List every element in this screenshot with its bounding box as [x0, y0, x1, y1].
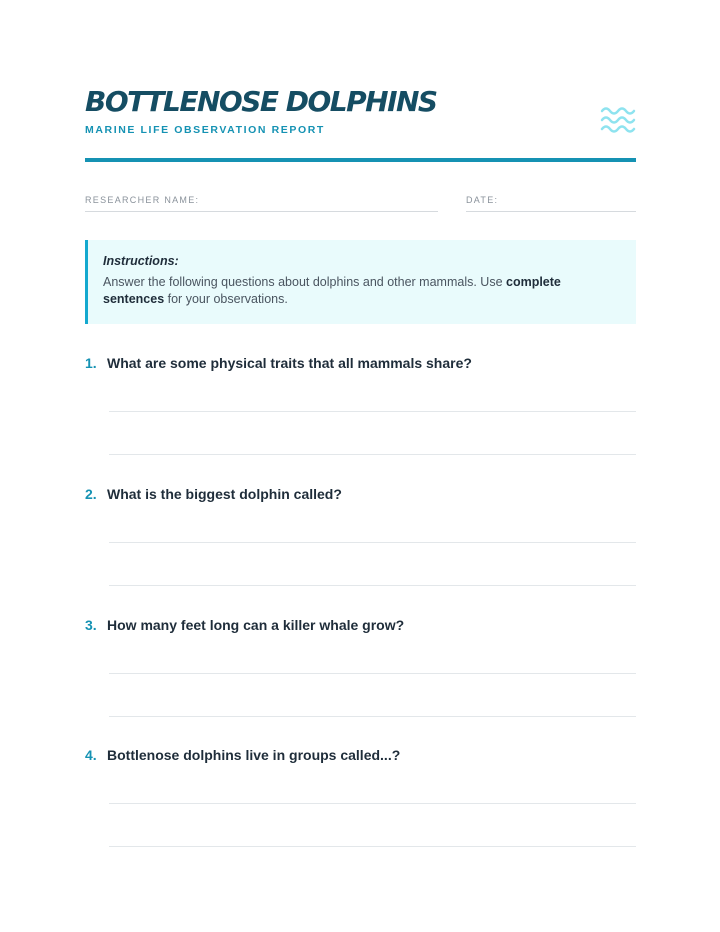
question-text: Bottlenose dolphins live in groups called...?	[107, 747, 401, 763]
date-label: DATE:	[466, 195, 499, 205]
question-number: 4.	[85, 747, 97, 763]
instructions-text-part: Answer the following questions about dolphins and other mammals. Use	[103, 275, 506, 289]
researcher-name-field[interactable]	[85, 211, 438, 212]
answer-line[interactable]	[109, 673, 636, 674]
answer-line[interactable]	[109, 411, 636, 412]
question-number: 3.	[85, 617, 97, 633]
page-subtitle: MARINE LIFE OBSERVATION REPORT	[85, 124, 325, 136]
answer-line[interactable]	[109, 803, 636, 804]
answer-line[interactable]	[109, 716, 636, 717]
instructions-emphasis: complete sentences	[103, 275, 561, 306]
answer-line[interactable]	[109, 846, 636, 847]
header-divider	[85, 158, 636, 162]
question-number: 2.	[85, 486, 97, 502]
header	[85, 84, 636, 134]
date-field[interactable]	[466, 211, 636, 212]
instructions-title: Instructions:	[103, 254, 179, 268]
instructions-box	[85, 240, 636, 324]
page-title: BOTTLENOSE DOLPHINS	[85, 85, 437, 118]
question-text: What is the biggest dolphin called?	[107, 486, 342, 502]
question-number: 1.	[85, 355, 97, 371]
researcher-name-label: RESEARCHER NAME:	[85, 195, 200, 205]
answer-line[interactable]	[109, 454, 636, 455]
answer-line[interactable]	[109, 542, 636, 543]
question-text: How many feet long can a killer whale grow?	[107, 617, 405, 633]
instructions-text-part: for your observations.	[164, 292, 288, 306]
waves-icon	[600, 104, 636, 136]
question-text: What are some physical traits that all mammals share?	[107, 355, 472, 371]
answer-line[interactable]	[109, 585, 636, 586]
instructions-text	[103, 274, 603, 308]
